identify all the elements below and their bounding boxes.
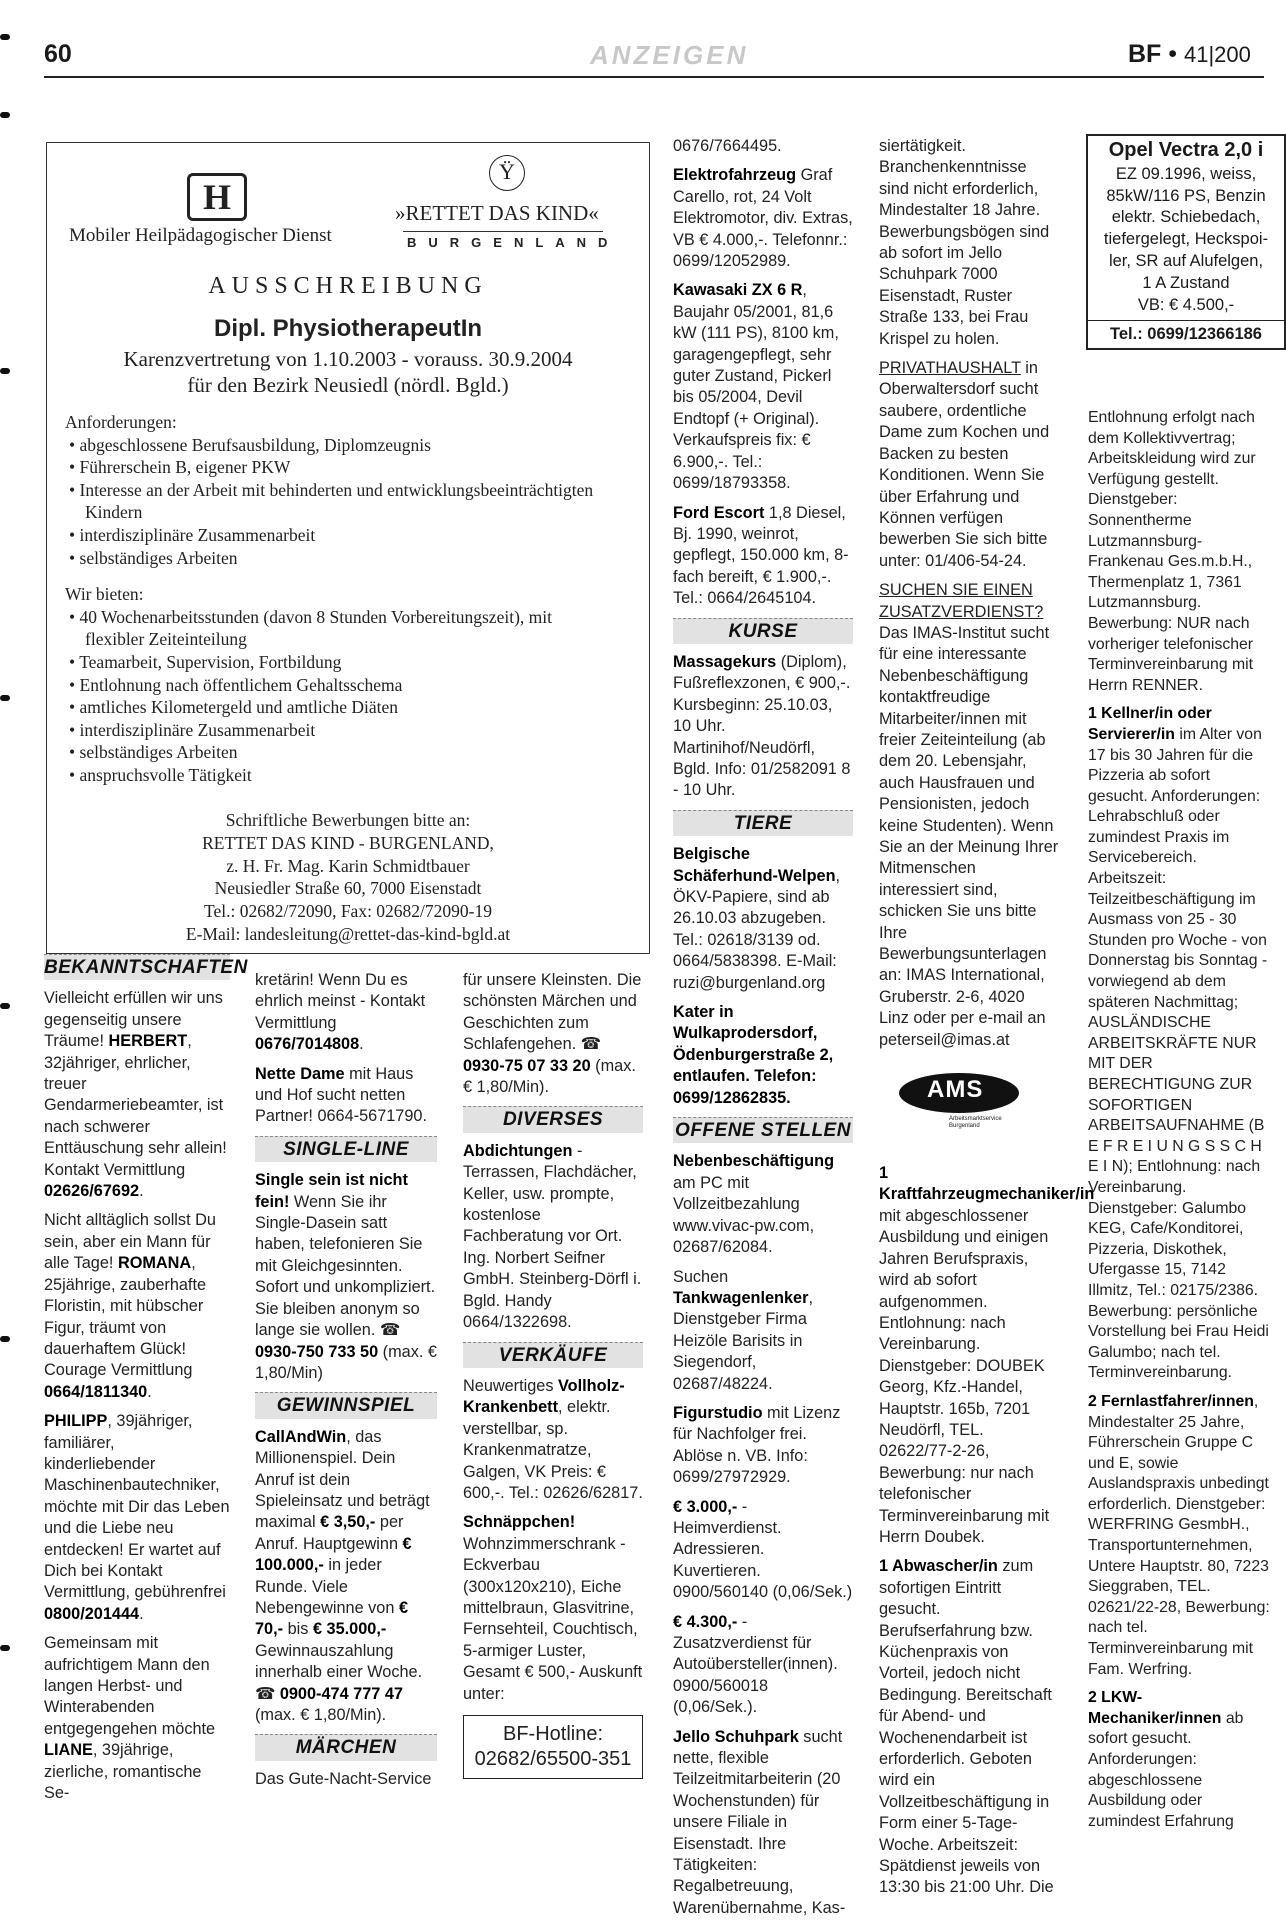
opel-line: elektr. Schiebedach,	[1111, 208, 1261, 227]
classified-ad: Neuwertiges Vollholz-Krankenbett, elektr. verstellbar, sp. Krankenmatratze, Galgen, VK Preis: € 600,-. Tel.: 02626/62817.	[463, 1376, 643, 1502]
classified-ad: € 4.300,- - Zusatzverdienst für Autoübersteller(innen). 0900/560018 (0,06/Sek.).	[673, 1612, 838, 1717]
opel-line: 85kW/116 PS, Benzin	[1106, 186, 1266, 205]
classified-ad: € 3.000,- - Heimverdienst. Adressieren. Kuvertieren. 0900/560140 (0,06/Sek.)	[673, 1497, 853, 1602]
rdk-logo-icon: Ÿ	[489, 155, 525, 191]
ad-region: für den Bezirk Neusiedl (nördl. Bgld.)	[187, 373, 509, 397]
requirement-item: • abgeschlossene Berufsausbildung, Diplomzeugnis	[65, 434, 605, 457]
classified-ad: 1 Kellner/in oder Servierer/in im Alter von 17 bis 30 Jahren für die Pizzeria ab sofort gesucht. Anforderungen: Lehrabschluß oder zumindest Praxis im Servicebereich. Arbeitszeit: Teilzeitbeschäftigung im Ausmass von 25 - 30 Stunden pro Woche - von Donnerstag bis Sonntag - vorwiegend ab dem späteren Nachmittag; AUSLÄNDISCHE ARBEITSKRÄFTE NUR MIT DER BERECHTIGUNG ZUR SOFORTIGEN ARBEITSAUFNAHME (B E F R E I U N G S S C H E I N); Entlohnung: nach Vereinbarung. Dienstgeber: Galumbo KEG, Cafe/Konditorei, Pizzeria, Diskothek, Ufergasse 15, 7142 Illmitz, Tel.: 02175/2386. Bewerbung: persönliche Vorstellung bei Frau Heidi Galumbo; nach tel. Terminvereinbarung.	[1088, 705, 1269, 1382]
column-2	[255, 970, 437, 1798]
classified-ad: Gemeinsam mit aufrichtigem Mann den langen Herbst- und Winterabenden entgegengehen möchte LIANE, 39jährige, zierliche, romantische Se-	[44, 1634, 216, 1803]
requirement-item: • interdisziplinäre Zusammenarbeit	[65, 524, 605, 547]
opel-line: tiefergelegt, Heckspoi-	[1103, 230, 1269, 249]
requirement-item: • selbständiges Arbeiten	[65, 547, 605, 570]
ad-period: Karenzvertretung von 1.10.2003 - vorauss. 30.9.2004	[123, 347, 573, 371]
classified-ad: Schnäppchen! Wohnzimmerschrank - Eckverbau (300x120x210), Eiche mittelbraun, Glasvitrine, Fernsehteil, Couchtisch, 5-armiger Luster, Gesamt € 500,- Auskunft unter:	[463, 1513, 643, 1703]
contact-line: Schriftliche Bewerbungen bitte an:	[225, 810, 471, 830]
offer-item: • Entlohnung nach öffentlichem Gehaltsschema	[65, 674, 605, 697]
classified-ad: Kawasaki ZX 6 R, Baujahr 05/2001, 81,6 kW (111 PS), 8100 km, garagengepflegt, sehr guter Zustand, Pickerl bis 05/2004, Devil Endtopf (+ Original). Verkaufspreis fix: € 6.900,-. Tel.: 0699/18793358.	[673, 281, 839, 493]
offer-item: • 40 Wochenarbeitsstunden (davon 8 Stunden Vorbereitungszeit), mit flexibler Zeiteinteilung	[65, 606, 605, 651]
offers-list	[65, 606, 605, 787]
punch-mark	[0, 1003, 10, 1009]
section-header-diverses: DIVERSES	[463, 1106, 643, 1132]
column-5	[879, 136, 1095, 1907]
punch-mark	[0, 1336, 10, 1342]
section-header-verkaeufe: VERKÄUFE	[463, 1342, 643, 1368]
classified-ad: PHILIPP, 39jähriger, familiärer, kinderliebender Maschinenbautechniker, möchte mit Dir das Leben und die Liebe neu entdecken! Er wartet auf Dich bei Kontakt Vermittlung, gebührenfrei 0800/201444.	[44, 1412, 230, 1623]
offer-item: • anspruchsvolle Tätigkeit	[65, 764, 605, 787]
classified-ad: PRIVATHAUSHALT in Oberwaltersdorf sucht saubere, ordentliche Dame zum Kochen und Backen zu besten Konditionen. Wenn Sie über Erfahrung und Können verfügen bewerben Sie sich bitte unter: 01/406-54-24.	[879, 359, 1050, 570]
classified-ad: Jello Schuhpark sucht nette, flexible Teilzeitmitarbeiterin (20 Wochenstunden) für unsere Filiale in Eisenstadt. Ihre Tätigkeiten: Regalbetreuung, Warenübernahme, Kas-	[673, 1727, 846, 1917]
hotline-label: BF-Hotline:	[502, 1723, 604, 1745]
column-4	[673, 136, 853, 1927]
opel-line: EZ 09.1996, weiss,	[1115, 164, 1257, 183]
org-right-rule	[403, 231, 603, 232]
section-header-kurse: KURSE	[673, 618, 853, 644]
classified-ad: 1 Kraftfahrzeugmechaniker/in mit abgeschlossener Ausbildung und einigen Jahren Berufspraxis, wird ab sofort aufgenommen. Entlohnung: nach Vereinbarung. Dienstgeber: DOUBEK Georg, Kfz.-Handel, Hauptstr. 165b, 7201 Neudörfl, TEL. 02622/77-2-26, Bewerbung: nur nach telefonischer Terminvereinbarung mit Herrn Doubek.	[879, 1164, 1095, 1546]
contact-email[interactable]: E-Mail: landesleitung@rettet-das-kind-bgld.at	[185, 923, 511, 944]
requirements-title: Anforderungen:	[65, 412, 177, 432]
classified-ad: siertätigkeit. Branchenkenntnisse sind nicht erforderlich, Mindestalter 18 Jahre. Bewerbungsbögen sind ab sofort im Jello Schuhpark 7000 Eisenstadt, Ruster Straße 133, bei Frau Krispel zu holen.	[879, 137, 1050, 348]
classified-ad: Nicht alltäglich sollst Du sein, aber ein Mann für alle Tage! ROMANA, 25jährige, zauberhafte Floristin, mit hübscher Figur, träumt von dauerhaftem Glück! Courage Vermittlung 0664/1811340.	[44, 1211, 216, 1401]
classified-ad: Figurstudio mit Lizenz für Nachfolger frei. Ablöse n. VB. Info: 0699/27972929.	[673, 1403, 841, 1487]
classified-ad: Nebenbeschäftigung am PC mit Vollzeitbezahlung www.vivac-pw.com, 02687/62084.	[673, 1152, 835, 1257]
opel-tel: Tel.: 0699/12366186	[1088, 320, 1284, 346]
classified-ad: SUCHEN SIE EINEN ZUSATZVERDIENST? Das IMAS-Institut sucht für eine interessante Nebenbeschäftigung kontaktfreudige Mitarbeiter/innen mit freier Zeiteinteilung (ab dem 20. Lebensjahr, auch Hausfrauen und Pensionisten, jedoch keine Studenten). Wenn Sie an der Meinung Ihrer Mitmenschen interessiert sind, schicken Sie uns bitte Ihre Bewerbungsunterlagen an: IMAS International, Gruberstr. 2-6, 4020 Linz oder per e-mail an peterseil@imas.at	[879, 581, 1059, 1049]
ad-position: Dipl. PhysiotherapeutIn	[213, 315, 483, 342]
classified-ad: Single sein ist nicht fein! Wenn Sie ihr Single-Dasein satt haben, telefonieren Sie mit Gleichgesinnten. Sofort und unkompliziert. Sie bleiben anonym so lange sie wollen. ☎ 0930-750 733 50 (max. € 1,80/Min)	[255, 1171, 437, 1382]
ams-logo-text: AMS	[927, 1076, 984, 1104]
mhd-logo-icon: H	[187, 173, 247, 221]
offers-title: Wir bieten:	[65, 584, 144, 605]
opel-ad-box	[1086, 134, 1286, 350]
offer-item: • amtliches Kilometergeld und amtliche Diäten	[65, 696, 605, 719]
classified-ad: Vielleicht erfüllen wir uns gegenseitig unsere Träume! HERBERT, 32jähriger, ehrlicher, treuer Gendarmeriebeamter, ist nach schwerer Enttäuschung sehr allein! Kontakt Vermittlung 02626/67692.	[44, 989, 227, 1201]
opel-line: VB: € 4.500,-	[1137, 295, 1235, 314]
classified-ad: für unsere Kleinsten. Die schönsten Märchen und Geschichten zum Schlafengehen. ☎ 0930-75 07 33 20 (max. € 1,80/Min).	[463, 971, 642, 1097]
classified-ad: Elektrofahrzeug Graf Carello, rot, 24 Volt Elektromotor, div. Extras, VB € 4.000,-. Telefonnr.: 0699/12052989.	[673, 166, 853, 271]
issue-info	[1128, 40, 1251, 69]
contact-line: Tel.: 02682/72090, Fax: 02682/72090-19	[204, 901, 492, 922]
punch-mark	[0, 112, 10, 118]
contact-line: Neusiedler Straße 60, 7000 Eisenstadt	[214, 878, 482, 899]
classified-ad: Belgische Schäferhund-Welpen, ÖKV-Papiere, sind ab 26.10.03 abzugeben. Tel.: 02618/3139 od. 0664/5838398. E-Mail: ruzi@burgenland.org	[673, 845, 841, 992]
org-right-name: »RETTET DAS KIND«	[395, 201, 599, 225]
requirements-list	[65, 434, 605, 570]
punch-mark	[0, 368, 10, 374]
classified-ad: 1 Abwascher/in zum sofortigen Eintritt gesucht. Berufserfahrung bzw. Küchenpraxis von Vorteil, jedoch nicht Bedingung. Bereitschaft für Abend- und Wochenendarbeit ist erforderlich. Geboten wird ein Vollzeitbeschäftigung in Form einer 5-Tage-Woche. Arbeitszeit: Spätdienst jeweils von 13:30 bis 21:00 Uhr. Die	[879, 1557, 1054, 1897]
column-3	[463, 970, 643, 1779]
classified-ad: Kater in Wulkaprodersdorf, Ödenburgerstraße 2, entlaufen. Telefon: 0699/12862835.	[673, 1003, 834, 1107]
hotline-box	[463, 1715, 643, 1779]
offer-item: • interdisziplinäre Zusammenarbeit	[65, 719, 605, 742]
classified-ad: Suchen Tankwagenlenker, Dienstgeber Firma Heizöle Barisits in Siegendorf, 02687/48224.	[673, 1267, 813, 1393]
offer-item: • Teamarbeit, Supervision, Fortbildung	[65, 651, 605, 674]
separator-dot: •	[1168, 40, 1184, 68]
section-header-maerchen: MÄRCHEN	[255, 1734, 437, 1760]
column-1	[44, 950, 248, 1812]
contact-block	[47, 809, 649, 946]
classified-ad: kretärin! Wenn Du es ehrlich meinst - Kontakt Vermittlung 0676/7014808.	[255, 971, 426, 1054]
classified-ad: 0676/7664495.	[673, 137, 782, 155]
classified-ad: Massagekurs (Diplom), Fußreflexzonen, € 900,-. Kursbeginn: 25.10.03, 10 Uhr. Martinihof/Neudörfl, Bgld. Info: 01/2582091 8 - 10 Uhr.	[673, 652, 851, 800]
section-header-single-line: SINGLE-LINE	[255, 1136, 437, 1162]
section-header-gewinnspiel: GEWINNSPIEL	[255, 1392, 437, 1418]
punch-mark	[0, 695, 10, 701]
section-header-tiere: TIERE	[673, 810, 853, 836]
hotline-number: 02682/65500-351	[474, 1748, 632, 1770]
contact-line: z. H. Fr. Mag. Karin Schmidtbauer	[226, 855, 470, 876]
column-6-clip	[1080, 130, 1273, 1830]
requirement-item: • Interesse an der Arbeit mit behinderten und entwicklungsbeeinträchtigten Kindern	[65, 479, 605, 524]
requirement-item: • Führerschein B, eigener PKW	[65, 456, 605, 479]
classified-ad: Nette Dame mit Haus und Hof sucht netten Partner! 0664-5671790.	[255, 1064, 427, 1126]
punch-mark	[0, 1645, 10, 1651]
classified-ad: Ford Escort 1,8 Diesel, Bj. 1990, weinrot, gepflegt, 150.000 km, 8-fach bereift, € 1.900,-. Tel.: 0664/2645104.	[673, 503, 849, 608]
classified-ad: Das Gute-Nacht-Service	[255, 1769, 432, 1788]
org-right-region: BURGENLAND	[407, 235, 620, 250]
opel-line: 1 A Zustand	[1142, 273, 1230, 292]
opel-line: ler, SR auf Alufelgen,	[1108, 251, 1264, 270]
header-rule	[44, 76, 1264, 78]
ams-logo-subtitle: Arbeitsmarktservice Burgenland	[949, 1116, 1002, 1130]
classified-ad: Abdichtungen - Terrassen, Flachdächer, Keller, usw. prompte, kostenlose Fachberatung vor Ort. Ing. Norbert Seifner GmbH. Steinberg-Dörfl i. Bgld. Handy 0664/1322698.	[463, 1141, 642, 1332]
section-header-offene-stellen: OFFENE STELLEN	[673, 1117, 853, 1143]
opel-title: Opel Vectra 2,0 i	[1108, 139, 1264, 161]
ad-heading: AUSSCHREIBUNG	[208, 273, 488, 299]
section-header-bekanntschaften: BEKANNTSCHAFTEN	[44, 954, 230, 980]
classified-ad: Entlohnung erfolgt nach dem Kollektivvertrag; Arbeitskleidung wird zur Verfügung gestellt. Dienstgeber: Sonnentherme Lutzmannsburg-Frankenau Ges.m.b.H., Thermenplatz 1, 7361 Lutzmannsburg. Bewerbung: NUR nach vorheriger telefonischer Terminvereinbarung mit Herrn RENNER.	[1088, 409, 1256, 694]
classified-ad: CallAndWin, das Millionenspiel. Dein Anruf ist dein Spieleinsatz und beträgt maximal € 3,50,- per Anruf. Hauptgewinn € 100.000,- in jeder Runde. Viele Nebengewinne von € 70,- bis € 35.000,- Gewinnauszahlung innerhalb einer Woche. ☎ 0900-474 777 47 (max. € 1,80/Min).	[255, 1427, 430, 1724]
section-title: ANZEIGEN	[590, 40, 749, 70]
ams-logo	[899, 1073, 1059, 1129]
page-header	[0, 0, 1273, 80]
contact-line: RETTET DAS KIND - BURGENLAND,	[202, 832, 494, 853]
requirements-block	[65, 411, 605, 787]
offer-item: • selbständiges Arbeiten	[65, 741, 605, 764]
job-ad-box	[46, 142, 650, 954]
classified-ad: 2 Fernlastfahrer/innen, Mindestalter 25 Jahre, Führerschein Gruppe C und E, sowie Auslandspraxis unbedingt erforderlich. Dienstgeber: WERFRING GesmbH., Transportunternehmen, Untere Hauptstr. 80, 7223 Sieggraben, TEL. 02621/22-28, Bewerbung: nach tel. Terminvereinbarung mit Fam. Werfring.	[1088, 1392, 1270, 1678]
page-number: 60	[44, 40, 72, 68]
column-6	[1088, 408, 1274, 1840]
publication-name: BF	[1128, 40, 1162, 68]
issue-number: 41|200	[1183, 42, 1251, 67]
classified-ad: 2 LKW-Mechaniker/innen ab sofort gesucht. Anforderungen: abgeschlossene Ausbildung oder zumindest Erfahrung	[1088, 1689, 1244, 1830]
org-left-name: Mobiler Heilpädagogischer Dienst	[69, 225, 332, 246]
